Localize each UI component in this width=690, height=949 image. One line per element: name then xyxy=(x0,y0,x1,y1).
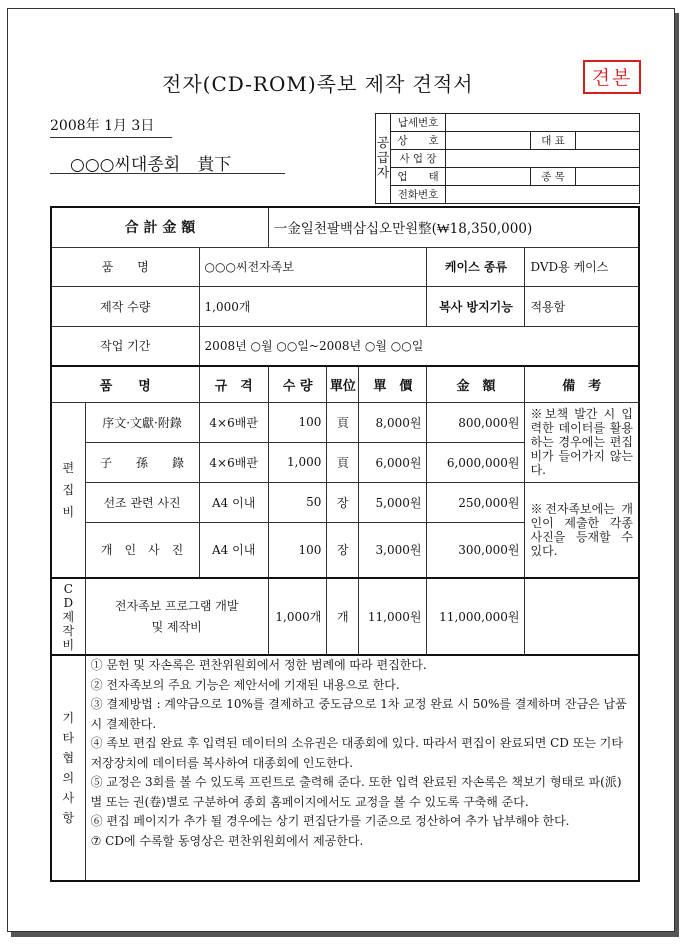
item-amount: 300,000원 xyxy=(427,522,525,578)
term-item: ④ 족보 편집 완료 후 입력된 데이터의 소유권은 대종회에 있다. 따라서 편집이 완료되면 CD 또는 기타 저장장치에 데이터를 복사하여 대종회에 인도한다. xyxy=(90,736,623,770)
supplier-label: 납세번호 xyxy=(391,114,446,132)
item-name: 선조 관련 사진 xyxy=(85,482,199,522)
item-unit: 頁 xyxy=(327,442,359,482)
supplier-label: 상 호 xyxy=(391,132,446,150)
total-label: 合 計 金 額 xyxy=(51,207,268,247)
photo-note: ※전자족보에는 개인이 제출한 각종 사진을 등재할 수 있다. xyxy=(525,482,639,578)
supplier-value2 xyxy=(576,132,640,150)
item-name: 序文·文獻·附錄 xyxy=(85,402,199,442)
case-value: DVD용 케이스 xyxy=(525,247,639,286)
supplier-value xyxy=(446,132,531,150)
item-price: 6,000원 xyxy=(359,442,427,482)
item-spec: 4×6배판 xyxy=(199,442,268,482)
cd-item-qty: 1,000개 xyxy=(268,578,327,655)
item-qty: 100 xyxy=(268,522,327,578)
item-unit: 頁 xyxy=(327,402,359,442)
item-price: 8,000원 xyxy=(359,402,427,442)
cd-item-name xyxy=(85,578,268,655)
supplier-label: 전화번호 xyxy=(391,186,446,204)
term-item: ② 전자족보의 주요 기능은 제안서에 기재된 내용으로 한다. xyxy=(90,677,400,692)
col-header-name: 품 명 xyxy=(51,366,199,402)
terms-list xyxy=(85,655,639,881)
item-name: 개 인 사 진 xyxy=(85,522,199,578)
supplier-value xyxy=(446,150,640,168)
supplier-label2: 종 목 xyxy=(531,168,576,186)
item-spec: 4×6배판 xyxy=(199,402,268,442)
recipient-underline xyxy=(50,173,285,174)
document-title: 전자(CD-ROM)족보 제작 견적서 xyxy=(162,72,474,96)
cd-item-name-line2: 및 제작비 xyxy=(151,619,202,634)
copy-protect-label: 복사 방지기능 xyxy=(427,286,525,326)
cd-item-note xyxy=(525,578,639,655)
term-item: ⑦ CD에 수록할 동영상은 편찬위원회에서 제공한다. xyxy=(90,833,364,848)
supplier-value xyxy=(446,168,531,186)
period-value: 2008년 ○월 ○○일~2008년 ○월 ○○일 xyxy=(199,326,639,366)
col-header-amount: 金 額 xyxy=(427,366,525,402)
supplier-value xyxy=(446,114,640,132)
period-label: 작업 기간 xyxy=(51,326,199,366)
col-header-spec: 규 격 xyxy=(199,366,268,402)
item-unit: 장 xyxy=(327,522,359,578)
edit-cost-label: 편집비 xyxy=(51,402,85,578)
supplier-label: 업 태 xyxy=(391,168,446,186)
cd-item-amount: 11,000,000원 xyxy=(427,578,525,655)
issue-date: 2008年 1月 3日 xyxy=(50,115,172,138)
col-header-unit: 單位 xyxy=(327,366,359,402)
cd-item-price: 11,000원 xyxy=(359,578,427,655)
item-spec: A4 이내 xyxy=(199,482,268,522)
supplier-side-label: 공급자 xyxy=(376,114,391,204)
item-price: 5,000원 xyxy=(359,482,427,522)
col-header-price: 單 價 xyxy=(359,366,427,402)
item-price: 3,000원 xyxy=(359,522,427,578)
supplier-table xyxy=(375,113,640,204)
supplier-value2 xyxy=(576,168,640,186)
total-value: 一金일천팔백삼십오만원整(₩18,350,000) xyxy=(268,207,639,247)
qty-label: 제작 수량 xyxy=(51,286,199,326)
sample-stamp: 견본 xyxy=(583,60,641,94)
item-amount: 250,000원 xyxy=(427,482,525,522)
term-item: ① 문헌 및 자손록은 편찬위원회에서 정한 범례에 따라 편집한다. xyxy=(90,658,427,672)
cd-item-name-line1: 전자족보 프로그램 개발 xyxy=(114,598,239,613)
cd-item-unit: 개 xyxy=(327,578,359,655)
item-qty: 50 xyxy=(268,482,327,522)
item-unit: 장 xyxy=(327,482,359,522)
item-qty: 1,000 xyxy=(268,442,327,482)
case-label: 케이스 종류 xyxy=(427,247,525,286)
recipient: ○○○씨대종회 貴下 xyxy=(70,155,232,175)
col-header-qty: 수 량 xyxy=(268,366,327,402)
item-name: 子 孫 錄 xyxy=(85,442,199,482)
estimate-table xyxy=(50,206,640,882)
term-item: ⑥ 편집 페이지가 추가 될 경우에는 상기 편집단가를 기준으로 정산하여 추가 납부해야 한다. xyxy=(90,814,570,828)
term-item: ③ 결제방법 : 계약금으로 10%를 결제하고 중도금으로 1차 교정 완료 시 50%를 결제하며 잔금은 납품 시 결제한다. xyxy=(90,697,627,731)
supplier-value xyxy=(446,186,640,204)
item-qty: 100 xyxy=(268,402,327,442)
col-header-note: 備 考 xyxy=(525,366,639,402)
other-terms-label: 기타협의사항 xyxy=(51,655,85,881)
product-value: ○○○씨전자족보 xyxy=(199,247,427,286)
item-amount: 800,000원 xyxy=(427,402,525,442)
term-item: ⑤ 교정은 3회를 볼 수 있도록 프린트로 출력해 준다. 또한 입력 완료된 자손록은 책보기 형태로 파(派)별 또는 권(卷)별로 구분하여 종회 홈페이지에서도 교정을 볼 수 있도록 구축해 준다. xyxy=(90,775,622,809)
copy-protect-value: 적용함 xyxy=(525,286,639,326)
qty-value: 1,000개 xyxy=(199,286,427,326)
item-amount: 6,000,000원 xyxy=(427,442,525,482)
supplier-label2: 대 표 xyxy=(531,132,576,150)
item-spec: A4 이내 xyxy=(199,522,268,578)
edit-note: ※보책 발간 시 입력한 데이터를 활용하는 경우에는 편집비가 들어가지 않는다. xyxy=(525,402,639,482)
cd-cost-label: CD제작비 xyxy=(51,578,85,655)
product-label: 품 명 xyxy=(51,247,199,286)
supplier-label: 사 업 장 xyxy=(391,150,446,168)
